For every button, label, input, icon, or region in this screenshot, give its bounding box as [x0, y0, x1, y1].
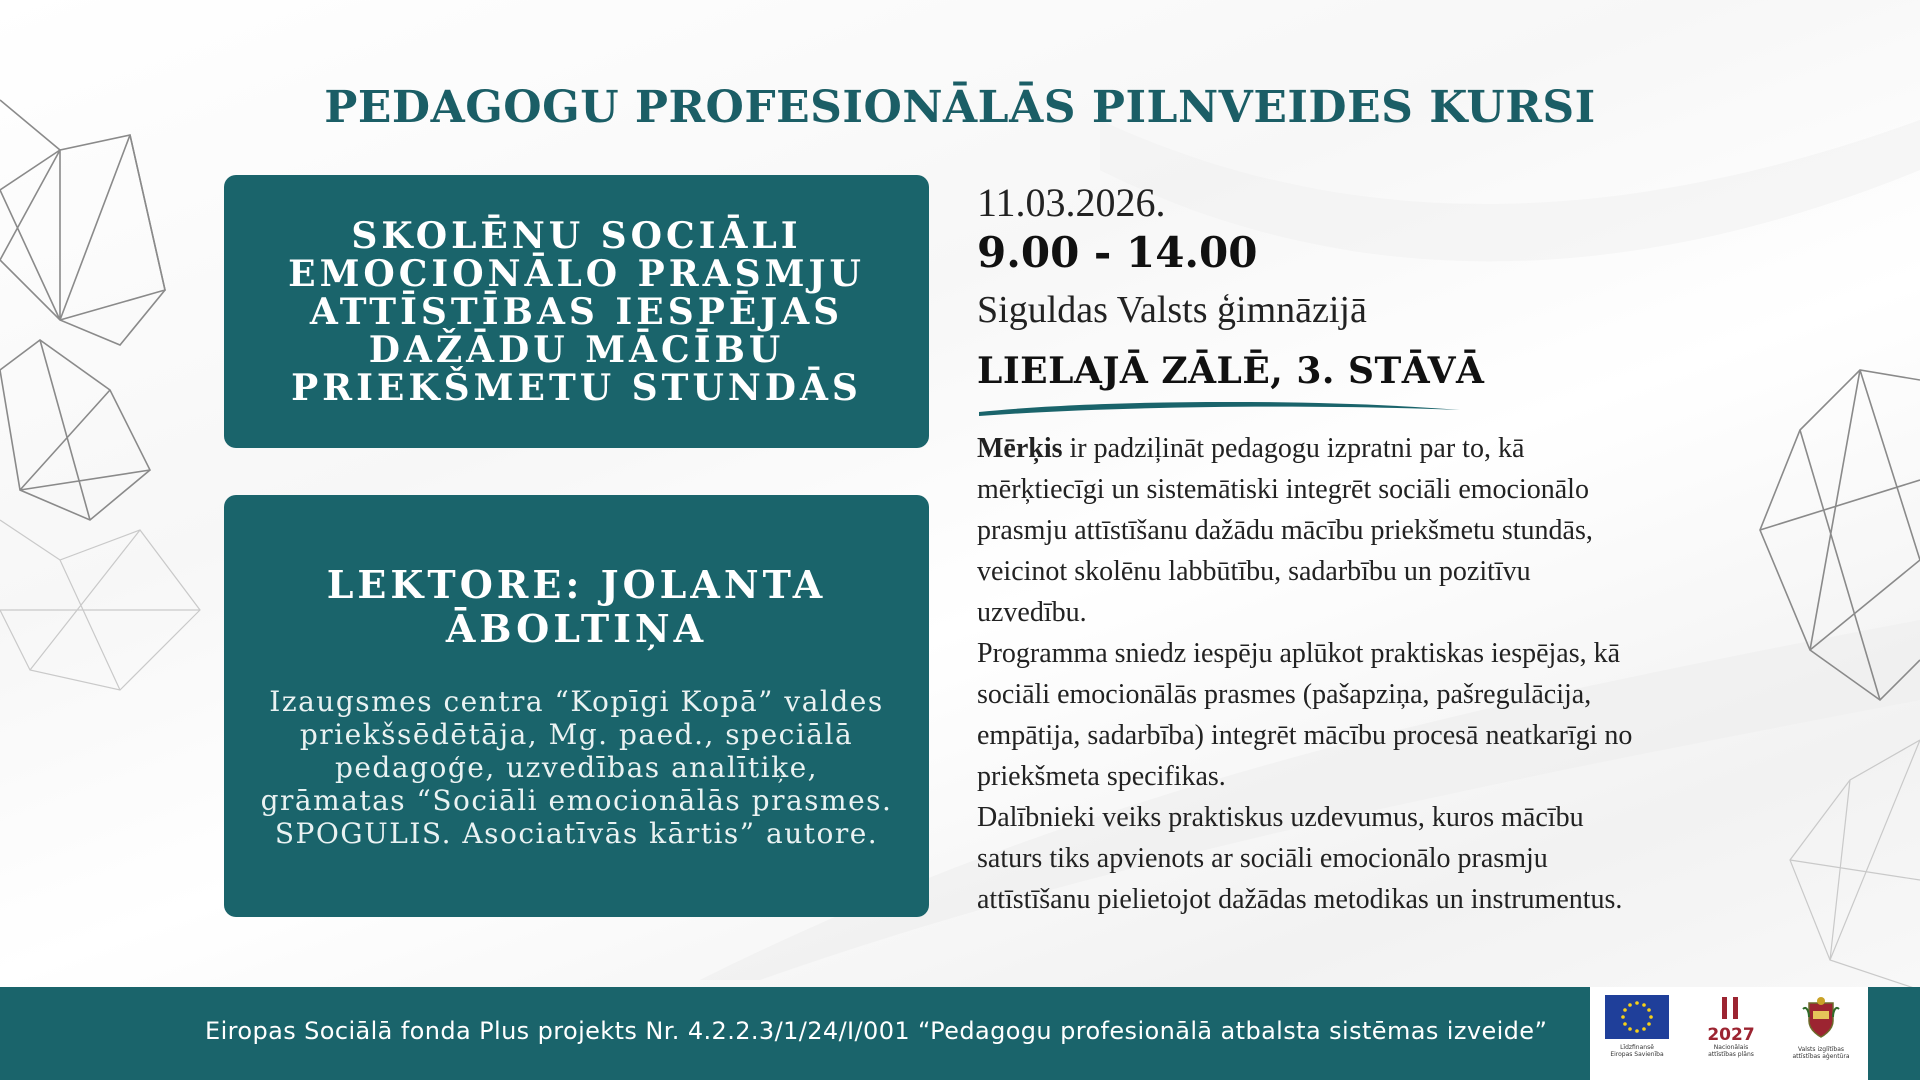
- lecturer-description: [242, 685, 911, 850]
- course-description: [977, 428, 1797, 920]
- program-line: empātija, sadarbība) integrēt mācību procesā neatkarīgi no: [977, 720, 1633, 751]
- topic-line: EMOCIONĀLO PRASMJU: [288, 252, 865, 295]
- lecturer-description-line: pedagoģe, uzvedības analītiķe,: [334, 751, 819, 784]
- topic-line: SKOLĒNU SOCIĀLI: [351, 214, 802, 257]
- lecturer-description-line: Izaugsmes centra “Kopīgi Kopā” valdes: [269, 685, 884, 718]
- plan-caption-1: Nacionālais: [1713, 1044, 1749, 1051]
- agency-caption-1: Valsts izglītības: [1797, 1046, 1845, 1053]
- goal-line: veicinot skolēnu labbūtību, sadarbību un pozitīvu: [977, 556, 1531, 587]
- goal-line: mērķtiecīgi un sistemātiski integrēt sociāli emocionālo: [977, 474, 1589, 505]
- participants-line: Dalībnieki veiks praktiskus uzdevumus, kuros mācību: [977, 802, 1584, 833]
- partner-logos: [1590, 987, 1868, 1080]
- plan-caption-2: attīstības plāns: [1708, 1051, 1754, 1058]
- agency-logo: [1780, 995, 1862, 1073]
- eu-caption-2: Eiropas Savienība: [1610, 1051, 1664, 1058]
- agency-caption-2: attīstības aģentūra: [1792, 1053, 1850, 1060]
- lecturer-name: [242, 563, 911, 651]
- goal-line: prasmju attīstīšanu dažādu mācību priekšmetu stundās,: [977, 515, 1593, 546]
- goal-line: ir padziļināt pedagogu izpratni par to, kā: [1062, 433, 1525, 464]
- course-topic: [288, 214, 865, 409]
- goal-line: uzvedību.: [977, 597, 1087, 628]
- program-line: Programma sniedz iespēju aplūkot praktiskas iespējas, kā: [977, 638, 1621, 669]
- participants-line: attīstīšanu pielietojot dažādas metodikas un instrumentus.: [977, 884, 1623, 915]
- participants-line: saturs tiks apvienots ar sociāli emocionālo prasmju: [977, 843, 1548, 874]
- red-bars-icon: [1716, 995, 1746, 1021]
- event-venue: Siguldas Valsts ģimnāzijā: [977, 289, 1367, 331]
- program-line: sociāli emocionālās prasmes (pašapziņa, pašregulācija,: [977, 679, 1592, 710]
- event-info: [977, 180, 1797, 402]
- event-time: 9.00 - 14.00: [977, 228, 1258, 277]
- goal-label: Mērķis: [977, 433, 1063, 464]
- footer-bar: [0, 987, 1920, 1080]
- program-line: priekšmeta specifikas.: [977, 761, 1226, 792]
- event-date: 11.03.2026.: [977, 180, 1166, 225]
- brush-divider: [977, 398, 1462, 420]
- topic-line: ATTĪSTĪBAS IESPĒJAS: [309, 290, 844, 333]
- national-plan-logo: [1690, 995, 1772, 1073]
- lecturer-name-line: ĀBOLTIŅA: [445, 606, 708, 651]
- goal-paragraph: [977, 428, 1797, 469]
- lecturer-description-line: SPOGULIS. Asociatīvās kārtis” autore.: [274, 817, 879, 850]
- lecturer-card: [224, 495, 929, 917]
- lecturer-name-line: LEKTORE: JOLANTA: [326, 562, 827, 607]
- topic-line: PRIEKŠMETU STUNDĀS: [291, 366, 862, 409]
- event-hall: LIELAJĀ ZĀLĒ, 3. STĀVĀ: [977, 350, 1485, 392]
- lecturer-description-line: grāmatas “Sociāli emocionālās prasmes.: [260, 784, 893, 817]
- plan-year: 2027: [1707, 1025, 1755, 1045]
- topic-line: DAŽĀDU MĀCĪBU: [368, 328, 785, 371]
- eu-flag-icon: [1605, 995, 1669, 1039]
- eu-flag-logo: [1596, 995, 1678, 1073]
- topic-card: [224, 175, 929, 448]
- eu-caption-1: Līdzfinansē: [1620, 1044, 1654, 1051]
- polygon-network-left-decoration: [0, 90, 260, 710]
- project-reference: Eiropas Sociālā fonda Plus projekts Nr. 4.2.2.3/1/24/I/001 “Pedagogu profesionālā atbalsta sistēmas izveide”: [205, 1017, 1548, 1045]
- page-title: PEDAGOGU PROFESIONĀLĀS PILNVEIDES KURSI: [324, 82, 1596, 133]
- coat-of-arms-icon: [1801, 995, 1841, 1041]
- lecturer-description-line: priekšsēdētāja, Mg. paed., speciālā: [299, 718, 854, 751]
